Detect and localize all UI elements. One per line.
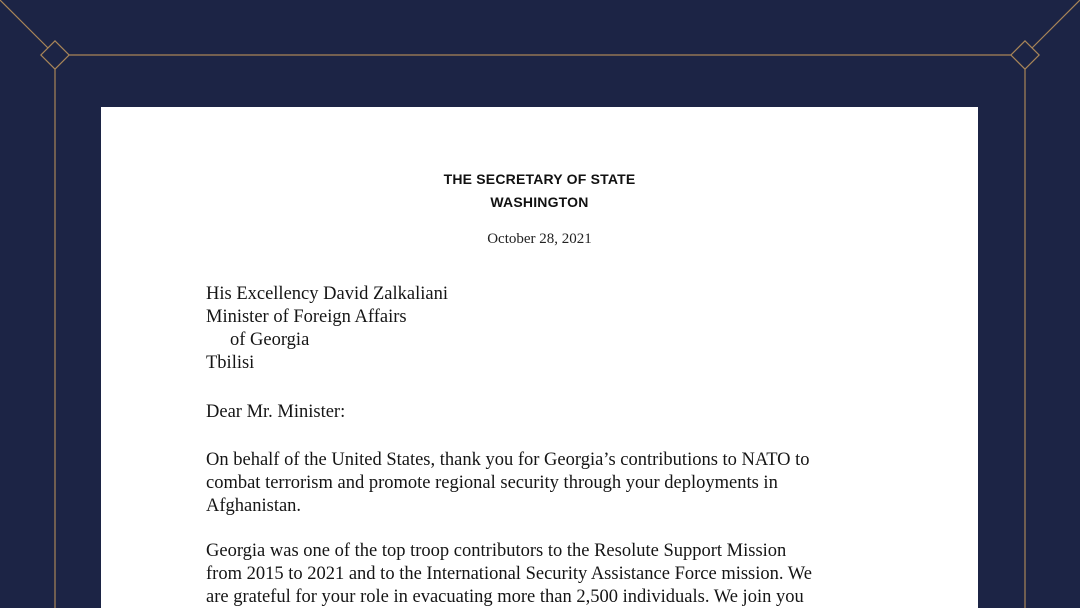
corner-diagonal-left	[0, 0, 55, 55]
letter-date: October 28, 2021	[487, 231, 592, 247]
recipient-address	[206, 283, 448, 375]
paragraph-line: from 2015 to 2021 and to the International Security Assistance Force mission. We	[206, 564, 812, 584]
paragraph-line: Georgia was one of the top troop contributors to the Resolute Support Mission	[206, 541, 787, 561]
paragraph-2	[206, 540, 906, 608]
recipient-title: Minister of Foreign Affairs	[206, 307, 407, 327]
paragraph-line: Afghanistan.	[206, 496, 302, 516]
salutation: Dear Mr. Minister:	[206, 402, 346, 422]
paragraph-line: are grateful for your role in evacuating more than 2,500 individuals. We join you	[206, 587, 804, 607]
recipient-city: Tbilisi	[206, 353, 255, 373]
recipient-name: His Excellency David Zalkaliani	[206, 284, 448, 304]
letter-paper	[101, 107, 978, 608]
paragraph-1	[206, 449, 906, 518]
letterhead-title: THE SECRETARY OF STATE	[443, 171, 636, 187]
corner-diagonal-right	[1025, 0, 1080, 55]
letterhead-city: WASHINGTON	[490, 194, 589, 210]
recipient-country: of Georgia	[230, 330, 310, 350]
paragraph-line: combat terrorism and promote regional security through your deployments in	[206, 473, 778, 493]
paragraph-line: On behalf of the United States, thank you for Georgia’s contributions to NATO to	[206, 450, 810, 470]
